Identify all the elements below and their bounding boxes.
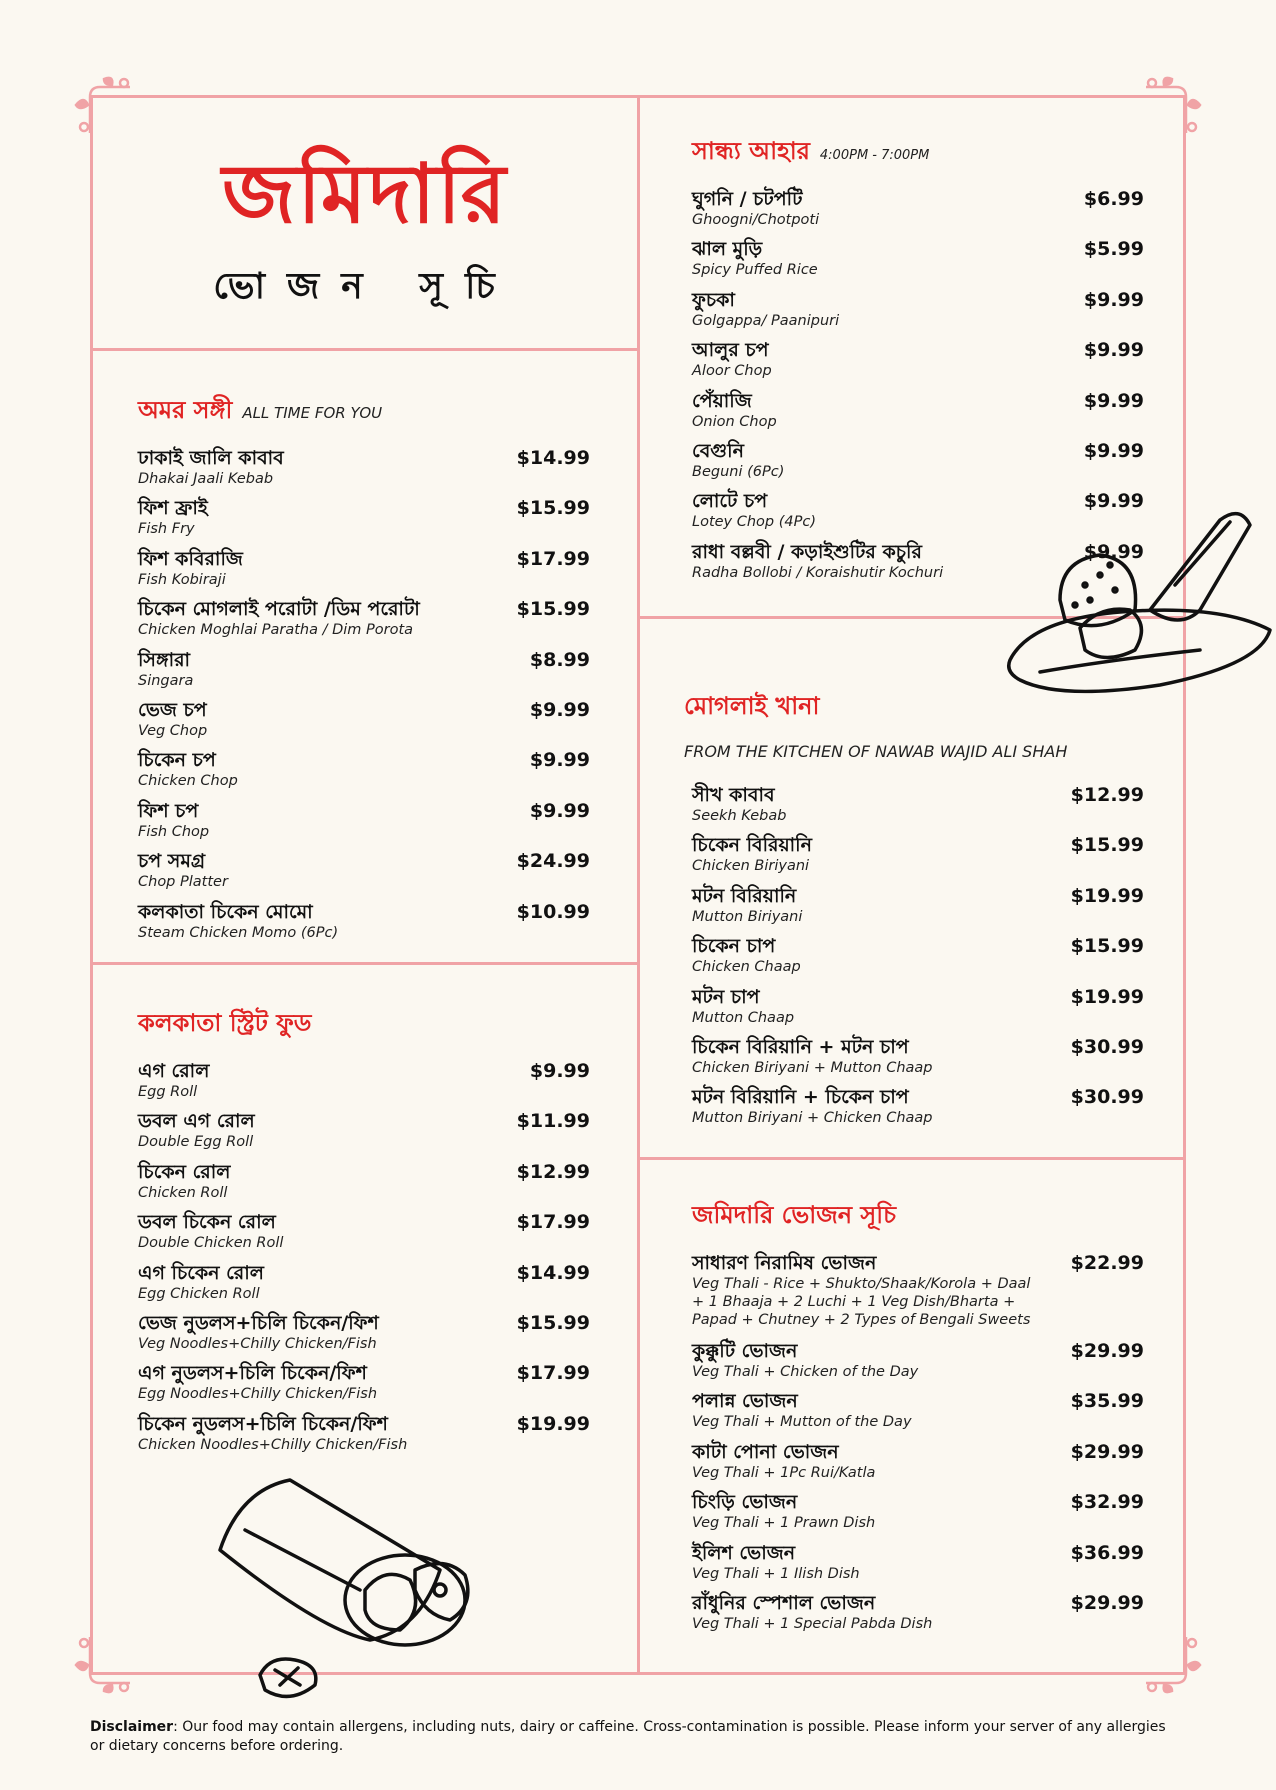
menu-item [692,884,1144,934]
divider-right-bottom [640,1157,1183,1160]
corner-ornament-icon [1144,75,1204,135]
menu-item [692,783,1144,833]
menu-item-price: $8.99 [529,648,590,671]
menu-item-description: Lotey Chop (4Pc) [692,514,817,531]
menu-item [692,439,1144,489]
menu-item-name: সীখ কাবাব [692,784,775,806]
menu-item-description: Veg Thali + Chicken of the Day [692,1364,919,1380]
menu-item-price: $22.99 [1070,1252,1144,1274]
menu-item-price: $17.99 [516,1211,590,1234]
menu-item-text [138,698,207,740]
menu-item-price: $35.99 [1070,1390,1144,1413]
menu-item [692,1035,1144,1085]
menu-item-text [692,187,819,229]
menu-item-price: $14.99 [516,447,590,469]
menu-item-price: $19.99 [1070,884,1144,907]
menu-item-description: Mutton Biriyani [692,908,803,925]
menu-item [138,748,590,798]
menu-item-text [692,1591,932,1633]
menu-item-description: Double Egg Roll [138,1134,254,1151]
menu-item-text [138,1311,379,1353]
menu-item-description: Fish Fry [138,521,195,538]
menu-item-text [138,1412,407,1454]
menu-item-price: $32.99 [1070,1491,1144,1514]
menu-item [138,496,590,546]
menu-item-description: Golgappa/ Paanipuri [692,312,840,329]
menu-item-description: Veg Noodles+Chilly Chicken/Fish [138,1335,377,1352]
menu-list [692,783,1144,1136]
menu-item-text [138,496,208,538]
menu-item-description: Veg Thali + 1Pc Rui/Katla [692,1464,876,1481]
menu-item-text [692,833,812,875]
menu-item-text [138,1210,283,1252]
menu-item [138,799,590,849]
section-mughlai [684,688,1144,1136]
brand-subtitle: ভোজন সূচি [213,266,517,307]
menu-item [138,446,590,496]
menu-item-description: Chicken Noodles+Chilly Chicken/Fish [138,1436,408,1453]
menu-item-name: মটন বিরিয়ানি [692,884,797,907]
menu-item-name: চিকেন রোল [138,1160,231,1183]
menu-item-price: $29.99 [1070,1340,1144,1362]
menu-item [692,934,1144,984]
menu-item-description: Egg Chicken Roll [138,1285,260,1302]
menu-item-text [692,1389,912,1431]
menu-item-description: Chop Platter [138,874,228,891]
menu-item-price: $11.99 [516,1110,590,1133]
menu-item-description: Egg Roll [138,1084,198,1100]
menu-item-description: Mutton Chaap [692,1009,795,1026]
section-title: অমর সঙ্গী [138,396,233,424]
section-amar-sangi [138,392,590,950]
menu-item-name: এগ চিকেন রোল [138,1261,264,1284]
menu-item-description: Spicy Puffed Rice [692,262,818,279]
menu-item-name: চিকেন চাপ [692,935,776,958]
menu-item-name: মটন বিরিয়ানি + চিকেন চাপ [692,1086,909,1109]
menu-item-price: $9.99 [529,1060,590,1082]
menu-item [692,1490,1144,1540]
section-tagline: ALL TIME FOR YOU [242,404,383,422]
menu-item-price: $24.99 [516,850,590,873]
menu-item-text [138,547,243,589]
menu-item-price: $9.99 [1083,339,1144,362]
menu-item-description: Chicken Biriyani + Mutton Chaap [692,1059,933,1076]
menu-item-price: $9.99 [529,749,590,772]
menu-item-price: $9.99 [1083,439,1144,462]
menu-item-description: Singara [138,672,194,689]
menu-item-description: Veg Chop [138,722,208,739]
menu-item [138,849,590,899]
menu-item-text [692,1490,875,1532]
menu-item-text [692,1339,918,1381]
menu-item-description: Veg Thali + 1 Special Pabda Dish [692,1615,933,1632]
menu-item [692,1440,1144,1490]
menu-item-text [138,748,238,790]
menu-item-description: Chicken Biriyani [692,858,810,875]
menu-item-name: চিকেন মোগলাই পরোটা /ডিম পরোটা [138,598,420,621]
menu-item-text [692,1541,860,1583]
menu-item-price: $9.99 [529,698,590,721]
menu-item-price: $19.99 [516,1412,590,1435]
menu-item-text [138,849,228,891]
menu-item-name: পেঁয়াজি [692,389,752,412]
menu-item [692,1389,1144,1439]
section-thali [692,1197,1144,1641]
menu-item-text [692,338,772,380]
menu-item-description: Veg Thali + 1 Prawn Dish [692,1515,876,1532]
menu-item [138,1059,590,1109]
menu-item [692,237,1144,287]
menu-item [138,1160,590,1210]
section-title: কলকাতা স্ট্রিট ফুড [138,1009,312,1037]
section-note: FROM THE KITCHEN OF NAWAB WAJID ALI SHAH [684,742,1068,761]
menu-item-description: Veg Thali + 1 Ilish Dish [692,1565,860,1582]
disclaimer [90,1718,1170,1756]
menu-item-description: Radha Bollobi / Koraishutir Kochuri [692,564,944,581]
menu-list [692,1251,1144,1641]
menu-item-text [138,446,284,488]
menu-item-price: $17.99 [516,1362,590,1385]
brand-block [93,98,637,348]
menu-item-name: সিঙ্গারা [138,648,191,671]
menu-item [692,1591,1144,1641]
menu-item-text [138,597,420,639]
menu-item-description: Beguni (6Pc) [692,463,785,480]
section-timing: 4:00PM - 7:00PM [819,148,930,163]
menu-item-price: $15.99 [516,497,590,520]
menu-item-text [692,884,802,926]
kathi-roll-sketch-icon [200,1470,540,1710]
menu-item-description: Chicken Roll [138,1184,228,1201]
menu-item-price: $15.99 [1070,935,1144,958]
menu-item-name: এগ রোল [138,1060,210,1082]
menu-item-name: রাধা বল্লবী / কড়াইশুটির কচুরি [692,540,922,563]
menu-item [138,1109,590,1159]
disclaimer-text: : Our food may contain allergens, including nuts, dairy or caffeine. Cross-contamination is possible. Please inform your server of any allergies or dietary concerns before ordering. [90,1719,1166,1754]
menu-item-description: Seekh Kebab [692,808,787,824]
menu-item [138,648,590,698]
menu-item-description: Fish Kobiraji [138,571,226,588]
menu-item-name: চিকেন চপ [138,749,216,772]
menu-item-text [138,1109,255,1151]
menu-item-name: ঘুগনি / চটপটি [692,188,803,210]
menu-item-name: চপ সমগ্র [138,850,206,873]
menu-item-text [692,1440,875,1482]
menu-item-price: $15.99 [1070,834,1144,857]
menu-item-name: এগ নুডলস+চিলি চিকেন/ফিশ [138,1362,367,1385]
menu-item-name: ফিশ কবিরাজি [138,547,243,570]
menu-item-text [138,1361,377,1403]
snack-plate-sketch-icon [1000,500,1276,710]
menu-item-name: ভেজ চপ [138,698,207,721]
menu-item-text [692,489,816,531]
menu-item-name: ভেজ নুডলস+চিলি চিকেন/ফিশ [138,1311,379,1334]
menu-item-name: সাধারণ নিরামিষ ভোজন [692,1252,877,1274]
menu-item-text [138,900,338,942]
menu-item-name: বেগুনি [692,439,744,462]
menu-item-price: $30.99 [1070,1035,1144,1058]
corner-ornament-icon [72,1635,132,1695]
menu-item-text [138,1160,230,1202]
menu-item-price: $17.99 [516,547,590,570]
menu-item-text [692,1085,932,1127]
divider-left-sections [93,962,637,965]
menu-item [692,985,1144,1035]
menu-item-price: $6.99 [1083,188,1144,210]
corner-ornament-icon [1144,1635,1204,1695]
disclaimer-label: Disclaimer [90,1719,174,1735]
menu-item-name: চিংড়ি ভোজন [692,1491,798,1514]
menu-item-description: Dhakai Jaali Kebab [138,471,274,487]
menu-item-description: Mutton Biriyani + Chicken Chaap [692,1110,933,1127]
menu-item-name: আলুর চপ [692,339,769,362]
menu-item-name: ঢাকাই জালি কাবাব [138,447,284,469]
column-divider [637,95,640,1675]
section-title: সান্ধ্য আহার [692,137,810,165]
menu-item [692,288,1144,338]
menu-item-price: $9.99 [1083,540,1144,563]
menu-item-price: $36.99 [1070,1541,1144,1564]
menu-item-text [692,540,943,582]
menu-item [138,1361,590,1411]
menu-item [692,338,1144,388]
menu-item-name: মটন চাপ [692,985,760,1008]
menu-item-description: Chicken Moghlai Paratha / Dim Porota [138,622,414,639]
menu-item-name: ইলিশ ভোজন [692,1541,796,1564]
menu-item [138,698,590,748]
menu-item-price: $5.99 [1083,238,1144,261]
menu-item-text [138,648,193,690]
menu-item-price: $9.99 [1083,389,1144,412]
menu-item-description: Ghoogni/Chotpoti [692,212,820,228]
menu-item-price: $19.99 [1070,985,1144,1008]
menu-item-description: Aloor Chop [692,363,772,380]
menu-item-description: Double Chicken Roll [138,1235,284,1252]
menu-item [692,1085,1144,1135]
menu-item-price: $10.99 [516,900,590,923]
section-street-food [138,1005,590,1462]
menu-item-description: Veg Thali - Rice + Shukto/Shaak/Korola + Daal + 1 Bhaaja + 2 Luchi + 1 Veg Dish/Bharta + Papad + Chutney + 2 Types of Bengali Sweets [692,1276,1031,1328]
menu-item-price: $9.99 [529,799,590,822]
menu-item [692,1541,1144,1591]
menu-item-name: ঝাল মুড়ি [692,238,763,261]
menu-item-description: Egg Noodles+Chilly Chicken/Fish [138,1386,378,1403]
menu-item-name: ডবল চিকেন রোল [138,1211,276,1234]
menu-item-description: Steam Chicken Momo (6Pc) [138,924,339,941]
menu-item-name: চিকেন নুডলস+চিলি চিকেন/ফিশ [138,1412,388,1435]
menu-list [138,1059,590,1462]
menu-item-description: Veg Thali + Mutton of the Day [692,1414,912,1431]
menu-item [138,1210,590,1260]
menu-item-text [692,389,777,431]
menu-item [692,1339,1144,1389]
menu-item-text [138,1261,264,1303]
menu-item-price: $9.99 [1083,288,1144,311]
menu-item-price: $15.99 [516,1311,590,1334]
menu-item-text [692,1035,932,1077]
menu-item [692,1251,1144,1339]
menu-item [138,1412,590,1462]
menu-item-name: লোটে চপ [692,490,768,513]
menu-item-name: ফুচকা [692,288,735,311]
menu-item-price: $15.99 [516,598,590,621]
divider-brand [93,348,637,351]
menu-item-text [138,1059,209,1101]
menu-item-name: পলান্ন ভোজন [692,1390,798,1413]
menu-item-description: Chicken Chop [138,773,238,790]
section-title: জমিদারি ভোজন সূচি [692,1201,897,1229]
menu-item-text [692,439,784,481]
menu-item [138,1311,590,1361]
menu-item-price: $9.99 [1083,490,1144,513]
menu-item [138,900,590,950]
menu-item-text [138,799,209,841]
menu-item-price: $29.99 [1070,1440,1144,1463]
menu-item-description: Fish Chop [138,823,210,840]
brand-title: জমিদারি [222,146,508,242]
menu-item-name: কলকাতা চিকেন মোমো [138,900,313,923]
menu-item [692,833,1144,883]
menu-item-name: ফিশ চপ [138,799,199,822]
menu-item-name: চিকেন বিরিয়ানি [692,834,812,857]
menu-item-price: $29.99 [1070,1591,1144,1614]
menu-item-name: কাটা পোনা ভোজন [692,1440,839,1463]
menu-item [138,547,590,597]
menu-item-description: Onion Chop [692,413,777,430]
menu-list [138,446,590,950]
menu-item-text [692,934,801,976]
menu-item [138,597,590,647]
menu-item-description: Chicken Chaap [692,959,801,976]
menu-item-text [692,985,794,1027]
menu-item-text [692,288,839,330]
menu-item-text [692,237,818,279]
menu-item-name: ফিশ ফ্রাই [138,497,208,520]
menu-item-name: চিকেন বিরিয়ানি + মটন চাপ [692,1035,909,1058]
section-title: মোগলাই খানা [684,692,820,720]
menu-item-price: $30.99 [1070,1086,1144,1109]
menu-item-text [692,783,786,825]
menu-item-name: রাঁধুনির স্পেশাল ভোজন [692,1591,876,1614]
menu-item [692,389,1144,439]
menu-item-name: ডবল এগ রোল [138,1110,255,1133]
menu-item [692,187,1144,237]
menu-item-price: $12.99 [1070,784,1144,806]
menu-item-name: কুক্কুটি ভোজন [692,1340,798,1362]
menu-item [138,1261,590,1311]
menu-item-price: $12.99 [516,1160,590,1183]
menu-item-price: $14.99 [516,1261,590,1284]
menu-item-text [692,1251,1032,1329]
